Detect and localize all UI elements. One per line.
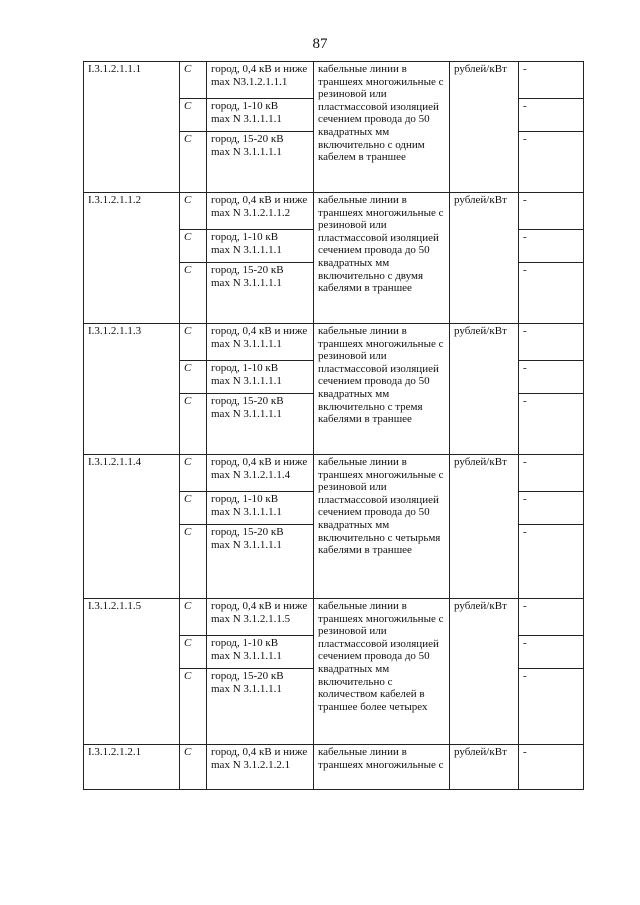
row-code: I.3.1.2.1.1.4 [84, 455, 180, 599]
voltage-label: город, 0,4 кВ и ниже [211, 746, 308, 758]
max-power-reference: max N 3.1.1.1.1 [211, 374, 282, 387]
voltage-cell [207, 599, 314, 636]
voltage-cell [207, 492, 314, 525]
voltage-label: город, 15-20 кВ [211, 670, 284, 682]
max-power-reference: max N 3.1.2.1.1.5 [211, 612, 291, 625]
category-letter: C [180, 99, 207, 132]
rate-value: - [519, 745, 584, 790]
voltage-label: город, 0,4 кВ и ниже [211, 456, 308, 468]
table-row [84, 599, 584, 636]
voltage-label: город, 15-20 кВ [211, 264, 284, 276]
rate-value: - [519, 455, 584, 492]
voltage-cell [207, 324, 314, 361]
max-power-reference: max N3.1.2.1.1.1 [211, 75, 288, 88]
category-letter: C [180, 525, 207, 599]
category-letter: C [180, 492, 207, 525]
category-letter: C [180, 230, 207, 263]
unit-of-measure: рублей/кВт [450, 62, 519, 193]
rate-value: - [519, 636, 584, 669]
voltage-cell [207, 132, 314, 193]
voltage-cell [207, 99, 314, 132]
row-code: I.3.1.2.1.1.1 [84, 62, 180, 193]
max-power-reference: max N 3.1.1.1.1 [211, 276, 282, 289]
rate-value: - [519, 361, 584, 394]
max-power-reference: max N 3.1.2.1.1.4 [211, 468, 291, 481]
voltage-cell [207, 361, 314, 394]
max-power-reference: max N 3.1.1.1.1 [211, 649, 282, 662]
max-power-reference: max N 3.1.1.1.1 [211, 538, 282, 551]
rate-value: - [519, 599, 584, 636]
voltage-cell [207, 455, 314, 492]
category-letter: C [180, 745, 207, 790]
category-letter: C [180, 636, 207, 669]
line-description: кабельные линии в траншеях многожильные с резиновой или пластмассовой изоляцией сечением провода до 50 квадратных мм включительно с двумя кабелями в траншее [314, 193, 450, 324]
row-code: I.3.1.2.1.1.2 [84, 193, 180, 324]
line-description: кабельные линии в траншеях многожильные с резиновой или пластмассовой изоляцией сечением провода до 50 квадратных мм включительно с одним кабелем в траншее [314, 62, 450, 193]
max-power-reference: max N 3.1.1.1.1 [211, 112, 282, 125]
category-letter: C [180, 193, 207, 230]
tariff-table [83, 61, 584, 790]
voltage-label: город, 0,4 кВ и ниже [211, 194, 308, 206]
rate-value: - [519, 193, 584, 230]
table-row [84, 455, 584, 492]
row-code: I.3.1.2.1.1.3 [84, 324, 180, 455]
voltage-label: город, 1-10 кВ [211, 231, 279, 243]
rate-value: - [519, 324, 584, 361]
row-code: I.3.1.2.1.1.5 [84, 599, 180, 745]
rate-value: - [519, 263, 584, 324]
unit-of-measure: рублей/кВт [450, 599, 519, 745]
voltage-label: город, 0,4 кВ и ниже [211, 325, 308, 337]
max-power-reference: max N 3.1.1.1.1 [211, 682, 282, 695]
table-row [84, 193, 584, 230]
max-power-reference: max N 3.1.2.1.1.2 [211, 206, 291, 219]
voltage-cell [207, 230, 314, 263]
category-letter: C [180, 669, 207, 745]
max-power-reference: max N 3.1.1.1.1 [211, 505, 282, 518]
voltage-label: город, 0,4 кВ и ниже [211, 63, 308, 75]
row-code: I.3.1.2.1.2.1 [84, 745, 180, 790]
voltage-cell [207, 525, 314, 599]
category-letter: C [180, 132, 207, 193]
max-power-reference: max N 3.1.1.1.1 [211, 145, 282, 158]
line-description: кабельные линии в траншеях многожильные с [314, 745, 450, 790]
voltage-cell [207, 636, 314, 669]
unit-of-measure: рублей/кВт [450, 455, 519, 599]
max-power-reference: max N 3.1.1.1.1 [211, 243, 282, 256]
rate-value: - [519, 492, 584, 525]
category-letter: C [180, 324, 207, 361]
voltage-cell [207, 62, 314, 99]
page-number: 87 [312, 36, 328, 52]
category-letter: C [180, 361, 207, 394]
unit-of-measure: рублей/кВт [450, 193, 519, 324]
voltage-cell [207, 745, 314, 790]
rate-value: - [519, 230, 584, 263]
rate-value: - [519, 669, 584, 745]
voltage-label: город, 0,4 кВ и ниже [211, 600, 308, 612]
line-description: кабельные линии в траншеях многожильные с резиновой или пластмассовой изоляцией сечением провода до 50 квадратных мм включительно с четырьмя кабелями в траншее [314, 455, 450, 599]
voltage-cell [207, 669, 314, 745]
unit-of-measure: рублей/кВт [450, 324, 519, 455]
category-letter: C [180, 394, 207, 455]
voltage-label: город, 1-10 кВ [211, 493, 279, 505]
voltage-cell [207, 394, 314, 455]
max-power-reference: max N 3.1.1.1.1 [211, 407, 282, 420]
voltage-label: город, 15-20 кВ [211, 395, 284, 407]
voltage-label: город, 1-10 кВ [211, 362, 279, 374]
voltage-label: город, 1-10 кВ [211, 100, 279, 112]
category-letter: C [180, 263, 207, 324]
line-description: кабельные линии в траншеях многожильные с резиновой или пластмассовой изоляцией сечением провода до 50 квадратных мм включительно с тремя кабелями в траншее [314, 324, 450, 455]
max-power-reference: max N 3.1.2.1.2.1 [211, 758, 291, 771]
voltage-label: город, 15-20 кВ [211, 133, 284, 145]
line-description: кабельные линии в траншеях многожильные с резиновой или пластмассовой изоляцией сечением провода до 50 квадратных мм включительно с количеством кабелей в траншее более четырех [314, 599, 450, 745]
table-row [84, 745, 584, 790]
rate-value: - [519, 99, 584, 132]
category-letter: C [180, 599, 207, 636]
voltage-label: город, 15-20 кВ [211, 526, 284, 538]
rate-value: - [519, 394, 584, 455]
voltage-cell [207, 263, 314, 324]
unit-of-measure: рублей/кВт [450, 745, 519, 790]
rate-value: - [519, 132, 584, 193]
table-row [84, 324, 584, 361]
rate-value: - [519, 525, 584, 599]
tariff-table-body [84, 62, 584, 790]
voltage-label: город, 1-10 кВ [211, 637, 279, 649]
max-power-reference: max N 3.1.1.1.1 [211, 337, 282, 350]
voltage-cell [207, 193, 314, 230]
rate-value: - [519, 62, 584, 99]
table-row [84, 62, 584, 99]
category-letter: C [180, 62, 207, 99]
category-letter: C [180, 455, 207, 492]
